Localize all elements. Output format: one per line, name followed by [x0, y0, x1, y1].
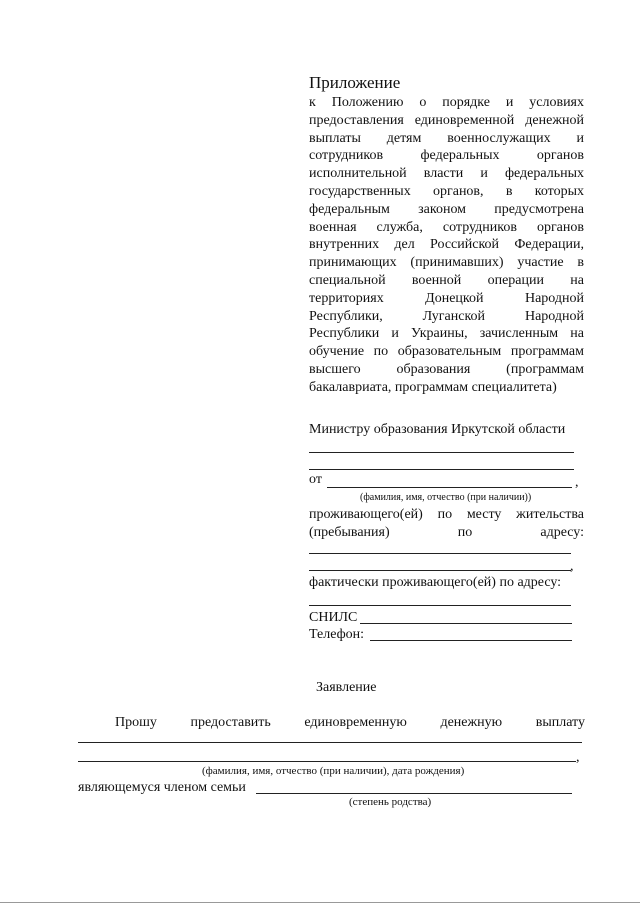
applicant-name-field[interactable] — [327, 487, 572, 488]
actual-address-field[interactable] — [309, 605, 571, 606]
address-field[interactable] — [309, 553, 571, 554]
annex-line: исполнительной власти и федеральных — [309, 166, 584, 182]
person-field[interactable] — [78, 761, 576, 762]
request-line: Прошу предоставить единовременную денежную выплату — [115, 715, 585, 730]
annex-line: военная служба, сотрудников органов — [309, 219, 584, 235]
comma: , — [575, 475, 579, 490]
annex-line: высшего образования (программам — [309, 361, 584, 377]
person-hint: (фамилия, имя, отчество (при наличии), дата рождения) — [202, 765, 465, 777]
blank-line[interactable] — [309, 469, 574, 470]
annex-line: сотрудников федеральных органов — [309, 148, 584, 164]
address-field[interactable] — [309, 570, 571, 571]
annex-line: предоставления единовременной денежной — [309, 112, 584, 128]
name-hint: (фамилия, имя, отчество (при наличии)) — [360, 492, 532, 503]
annex-line: внутренних дел Российской Федерации, — [309, 237, 584, 253]
page-edge — [0, 902, 640, 903]
annex-line: к Положению о порядке и условиях — [309, 95, 584, 110]
residence-line-1: проживающего(ей) по месту жительства — [309, 507, 584, 522]
annex-line: специальной военной операции на — [309, 272, 584, 288]
annex-line: принимающих (принимавших) участие в — [309, 255, 584, 271]
annex-line: обучение по образовательным программам — [309, 344, 584, 360]
phone-field[interactable] — [370, 640, 572, 641]
kinship-field[interactable] — [256, 793, 572, 794]
statement-title: Заявление — [316, 680, 377, 695]
annex-line: бакалавриата, программам специалитета) — [309, 379, 557, 395]
from-label: от — [309, 472, 322, 487]
annex-title: Приложение — [309, 73, 401, 92]
comma: , — [570, 559, 574, 574]
annex-line: федеральным законом предусмотрена — [309, 201, 584, 217]
addressee-minister: Министру образования Иркутской области — [309, 422, 566, 437]
snils-label: СНИЛС — [309, 610, 358, 625]
annex-text — [309, 94, 584, 397]
kinship-hint: (степень родства) — [349, 796, 432, 808]
residence-line-2: (пребывания) по адресу: — [309, 525, 584, 540]
annex-line: государственных органов, в которых — [309, 183, 584, 199]
blank-line[interactable] — [309, 452, 574, 453]
annex-line: территориях Донецкой Народной — [309, 290, 584, 306]
annex-line: Республики и Украины, зачисленным на — [309, 326, 584, 342]
annex-line: Республики, Луганской Народной — [309, 308, 584, 324]
comma: , — [576, 750, 580, 765]
snils-field[interactable] — [360, 623, 572, 624]
person-field[interactable] — [78, 742, 582, 743]
annex-line: выплаты детям военнослужащих и — [309, 130, 584, 146]
family-member-label: являющемуся членом семьи — [78, 780, 246, 795]
actual-residence-label: фактически проживающего(ей) по адресу: — [309, 575, 562, 590]
phone-label: Телефон: — [309, 627, 365, 642]
